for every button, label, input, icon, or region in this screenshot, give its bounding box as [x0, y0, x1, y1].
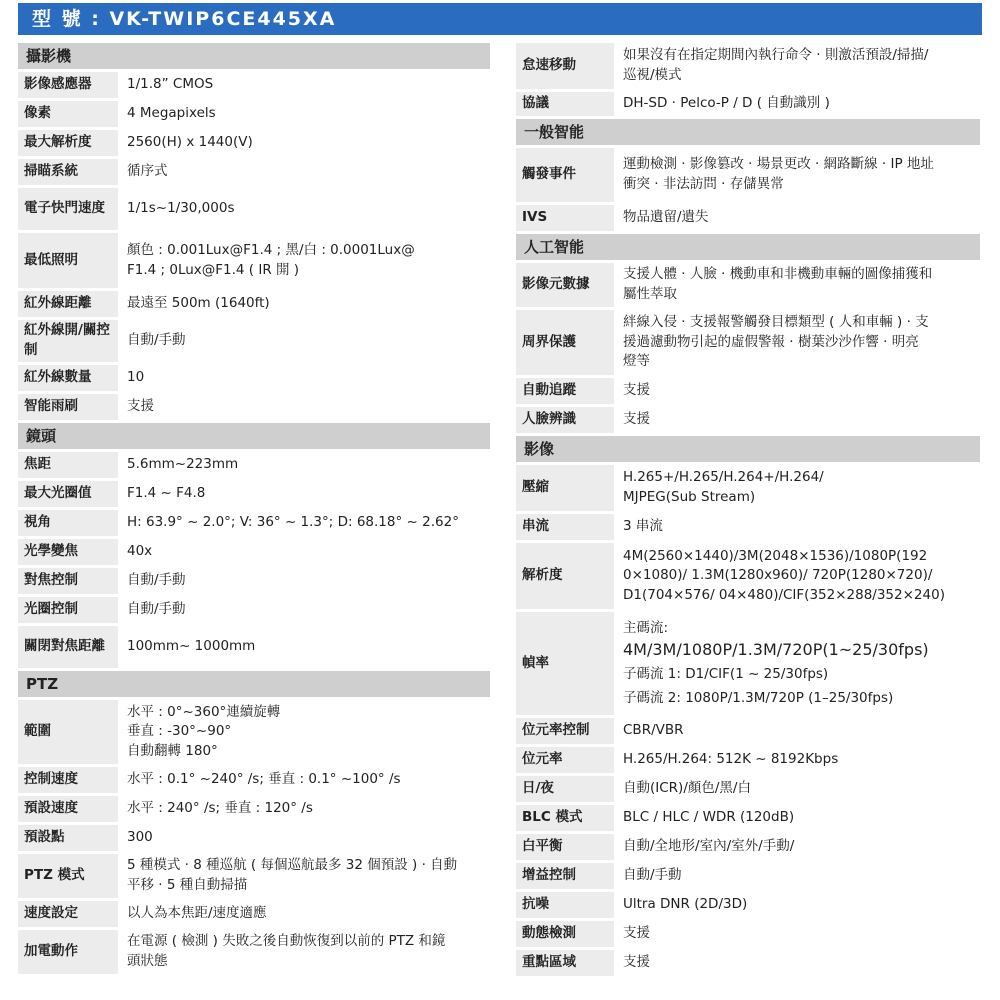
spec-value: 支援 — [617, 407, 980, 433]
spec-row-close-focus — [18, 626, 490, 668]
spec-value: 水平 : 0°~360°連續旋轉 垂直 : -30°~90° 自動翻轉 180° — [121, 700, 490, 764]
spec-value: 絆線入侵 · 支援報警觸發目標類型 ( 人和車輛 ) · 支 援過濾動物引起的虛假警報 · 樹葉沙沙作響 · 明亮 燈等 — [617, 310, 980, 375]
spec-key: 動態檢測 — [516, 921, 614, 947]
spec-value: 顏色 : 0.001Lux@F1.4 ; 黑/白 : 0.0001Lux@ F1.4 ; 0Lux@F1.4 ( IR 開 ) — [121, 233, 490, 288]
spec-row-bitrate-control — [516, 718, 980, 744]
spec-row-optical-zoom — [18, 539, 490, 565]
spec-row-day-night — [516, 776, 980, 802]
spec-row-streams — [516, 514, 980, 540]
spec-key: 抗噪 — [516, 892, 614, 918]
spec-value: 1/1.8” CMOS — [121, 72, 490, 98]
spec-value: 如果沒有在指定期間內執行命令 · 則激活預設/掃描/ 巡視/模式 — [617, 43, 980, 89]
spec-value: Ultra DNR (2D/3D) — [617, 892, 980, 918]
spec-row-gain-control — [516, 863, 980, 889]
spec-row-shutter — [18, 188, 490, 230]
spec-row-ir-control — [18, 320, 490, 362]
spec-row-motion-detection — [516, 921, 980, 947]
spec-row-min-illumination — [18, 233, 490, 288]
section-lens: 鏡頭 — [18, 423, 490, 449]
spec-row-ptz-range — [18, 700, 490, 764]
spec-key: 紅外線數量 — [18, 365, 118, 391]
spec-key: 控制速度 — [18, 767, 118, 793]
spec-row-field-of-view — [18, 510, 490, 536]
spec-row-resolution — [516, 543, 980, 609]
spec-value: DH-SD · Pelco-P / D ( 自動識別 ) — [617, 92, 980, 116]
spec-key: 日/夜 — [516, 776, 614, 802]
spec-key: 觸發事件 — [516, 148, 614, 202]
spec-value: 支援 — [121, 394, 490, 420]
spec-row-preset-speed — [18, 796, 490, 822]
spec-key: 紅外線開/關控制 — [18, 320, 118, 362]
spec-value: 水平 : 240° /s; 垂直 : 120° /s — [121, 796, 490, 822]
spec-key: BLC 模式 — [516, 805, 614, 831]
spec-value: 1/1s~1/30,000s — [121, 188, 490, 230]
spec-row-wiper — [18, 394, 490, 420]
spec-row-auto-tracking — [516, 378, 980, 404]
spec-key: 協議 — [516, 92, 614, 116]
spec-key: 位元率控制 — [516, 718, 614, 744]
spec-value-frame-rate — [617, 612, 980, 715]
spec-key: 視角 — [18, 510, 118, 536]
spec-value: H: 63.9° ~ 2.0°; V: 36° ~ 1.3°; D: 68.18° ~ 2.62° — [121, 510, 490, 536]
spec-key: 光學變焦 — [18, 539, 118, 565]
spec-value: 300 — [121, 825, 490, 851]
right-spec-column — [516, 43, 980, 979]
spec-row-ivs — [516, 205, 980, 231]
spec-row-focal-length — [18, 452, 490, 478]
spec-key: 位元率 — [516, 747, 614, 773]
left-spec-column — [18, 43, 490, 977]
spec-value: H.265+/H.265/H.264+/H.264/ MJPEG(Sub Stream) — [617, 465, 980, 511]
spec-value: 5.6mm~223mm — [121, 452, 490, 478]
spec-key: 白平衡 — [516, 834, 614, 860]
spec-value: 物品遺留/遺失 — [617, 205, 980, 231]
spec-key: 光圈控制 — [18, 597, 118, 623]
spec-key: 串流 — [516, 514, 614, 540]
spec-value: 自動/手動 — [121, 320, 490, 362]
spec-row-sensor — [18, 72, 490, 98]
spec-row-perimeter-protection — [516, 310, 980, 375]
spec-key: IVS — [516, 205, 614, 231]
spec-key: 最低照明 — [18, 233, 118, 288]
model-header: 型 號 : VK-TWIP6CE445XA — [18, 3, 982, 35]
spec-row-max-resolution — [18, 130, 490, 156]
spec-key: 關閉對焦距離 — [18, 626, 118, 668]
spec-key: 掃瞄系統 — [18, 159, 118, 185]
spec-row-noise-reduction — [516, 892, 980, 918]
spec-value: 40x — [121, 539, 490, 565]
spec-key: 重點區域 — [516, 950, 614, 976]
spec-value: CBR/VBR — [617, 718, 980, 744]
main-stream-value: 4M/3M/1080P/1.3M/720P(1~25/30fps) — [623, 640, 929, 660]
spec-key: 影像元數據 — [516, 263, 614, 307]
spec-row-ir-count — [18, 365, 490, 391]
spec-value: H.265/H.264: 512K ~ 8192Kbps — [617, 747, 980, 773]
spec-row-frame-rate — [516, 612, 980, 715]
spec-row-region-of-interest — [516, 950, 980, 976]
spec-value: 支援 — [617, 950, 980, 976]
spec-value: 4 Megapixels — [121, 101, 490, 127]
section-ai: 人工智能 — [516, 234, 980, 260]
section-general-intelligence: 一般智能 — [516, 119, 980, 145]
spec-row-speed-setting — [18, 901, 490, 927]
spec-key: PTZ 模式 — [18, 854, 118, 898]
spec-key: 最大解析度 — [18, 130, 118, 156]
spec-value: 自動/手動 — [121, 568, 490, 594]
spec-row-blc-mode — [516, 805, 980, 831]
sub-stream-2: 子碼流 2: 1080P/1.3M/720P (1–25/30fps) — [623, 689, 894, 706]
spec-key: 影像感應器 — [18, 72, 118, 98]
spec-key: 預設點 — [18, 825, 118, 851]
spec-key: 範圍 — [18, 700, 118, 764]
spec-value: 5 種模式 · 8 種巡航 ( 每個巡航最多 32 個預設 ) · 自動 平移 · 5 種自動掃描 — [121, 854, 490, 898]
spec-value: 最遠至 500m (1640ft) — [121, 291, 490, 317]
spec-value: 10 — [121, 365, 490, 391]
spec-key: 怠速移動 — [516, 43, 614, 89]
spec-value: 自動/全地形/室內/室外/手動/ — [617, 834, 980, 860]
main-stream-label: 主碼流: — [623, 619, 669, 636]
spec-key: 對焦控制 — [18, 568, 118, 594]
spec-row-compression — [516, 465, 980, 511]
spec-value: 在電源 ( 檢測 ) 失敗之後自動恢復到以前的 PTZ 和鏡 頭狀態 — [121, 930, 490, 974]
spec-row-control-speed — [18, 767, 490, 793]
spec-key: 自動追蹤 — [516, 378, 614, 404]
spec-key: 電子快門速度 — [18, 188, 118, 230]
spec-value: 自動/手動 — [121, 597, 490, 623]
spec-key: 增益控制 — [516, 863, 614, 889]
spec-key: 人臉辨識 — [516, 407, 614, 433]
spec-row-idle-motion — [516, 43, 980, 89]
spec-row-trigger-events — [516, 148, 980, 202]
spec-key: 幀率 — [516, 612, 614, 715]
spec-value: 水平 : 0.1° ~240° /s; 垂直 : 0.1° ~100° /s — [121, 767, 490, 793]
spec-key: 速度設定 — [18, 901, 118, 927]
spec-key: 周界保護 — [516, 310, 614, 375]
spec-row-face-recognition — [516, 407, 980, 433]
spec-key: 預設速度 — [18, 796, 118, 822]
sub-stream-1: 子碼流 1: D1/CIF(1 ~ 25/30fps) — [623, 666, 829, 683]
spec-value: F1.4 ~ F4.8 — [121, 481, 490, 507]
spec-row-bitrate — [516, 747, 980, 773]
spec-key: 最大光圈值 — [18, 481, 118, 507]
spec-value: 循序式 — [121, 159, 490, 185]
section-camera: 攝影機 — [18, 43, 490, 69]
spec-row-white-balance — [516, 834, 980, 860]
spec-key: 解析度 — [516, 543, 614, 609]
spec-row-power-up-action — [18, 930, 490, 974]
spec-row-presets — [18, 825, 490, 851]
spec-value: BLC / HLC / WDR (120dB) — [617, 805, 980, 831]
spec-value: 自動/手動 — [617, 863, 980, 889]
spec-value: 以人為本焦距/速度適應 — [121, 901, 490, 927]
spec-row-ptz-mode — [18, 854, 490, 898]
section-ptz: PTZ — [18, 671, 490, 697]
spec-row-video-metadata — [516, 263, 980, 307]
spec-key: 紅外線距離 — [18, 291, 118, 317]
section-video: 影像 — [516, 436, 980, 462]
spec-value: 2560(H) x 1440(V) — [121, 130, 490, 156]
spec-key: 加電動作 — [18, 930, 118, 974]
spec-value: 自動(ICR)/顏色/黑/白 — [617, 776, 980, 802]
spec-value: 3 串流 — [617, 514, 980, 540]
spec-row-ir-distance — [18, 291, 490, 317]
spec-value: 運動檢測 · 影像篡改 · 場景更改 · 網路斷線 · IP 地址 衝突 · 非法訪問 · 存儲異常 — [617, 148, 980, 202]
spec-row-iris-control — [18, 597, 490, 623]
spec-row-focus-control — [18, 568, 490, 594]
spec-value: 支援人體 · 人臉 · 機動車和非機動車輛的圖像捕獲和 屬性萃取 — [617, 263, 980, 307]
spec-row-max-aperture — [18, 481, 490, 507]
spec-value: 支援 — [617, 378, 980, 404]
spec-key: 智能雨刷 — [18, 394, 118, 420]
spec-key: 焦距 — [18, 452, 118, 478]
spec-row-scan-system — [18, 159, 490, 185]
spec-row-pixels — [18, 101, 490, 127]
spec-key: 壓縮 — [516, 465, 614, 511]
spec-value: 4M(2560×1440)/3M(2048×1536)/1080P(192 0×1080)/ 1.3M(1280x960)/ 720P(1280×720)/ D1(704×576/ 04×480)/CIF(352×288/352×240) — [617, 543, 980, 609]
spec-row-protocol — [516, 92, 980, 116]
spec-key: 像素 — [18, 101, 118, 127]
spec-value: 100mm~ 1000mm — [121, 626, 490, 668]
spec-value: 支援 — [617, 921, 980, 947]
